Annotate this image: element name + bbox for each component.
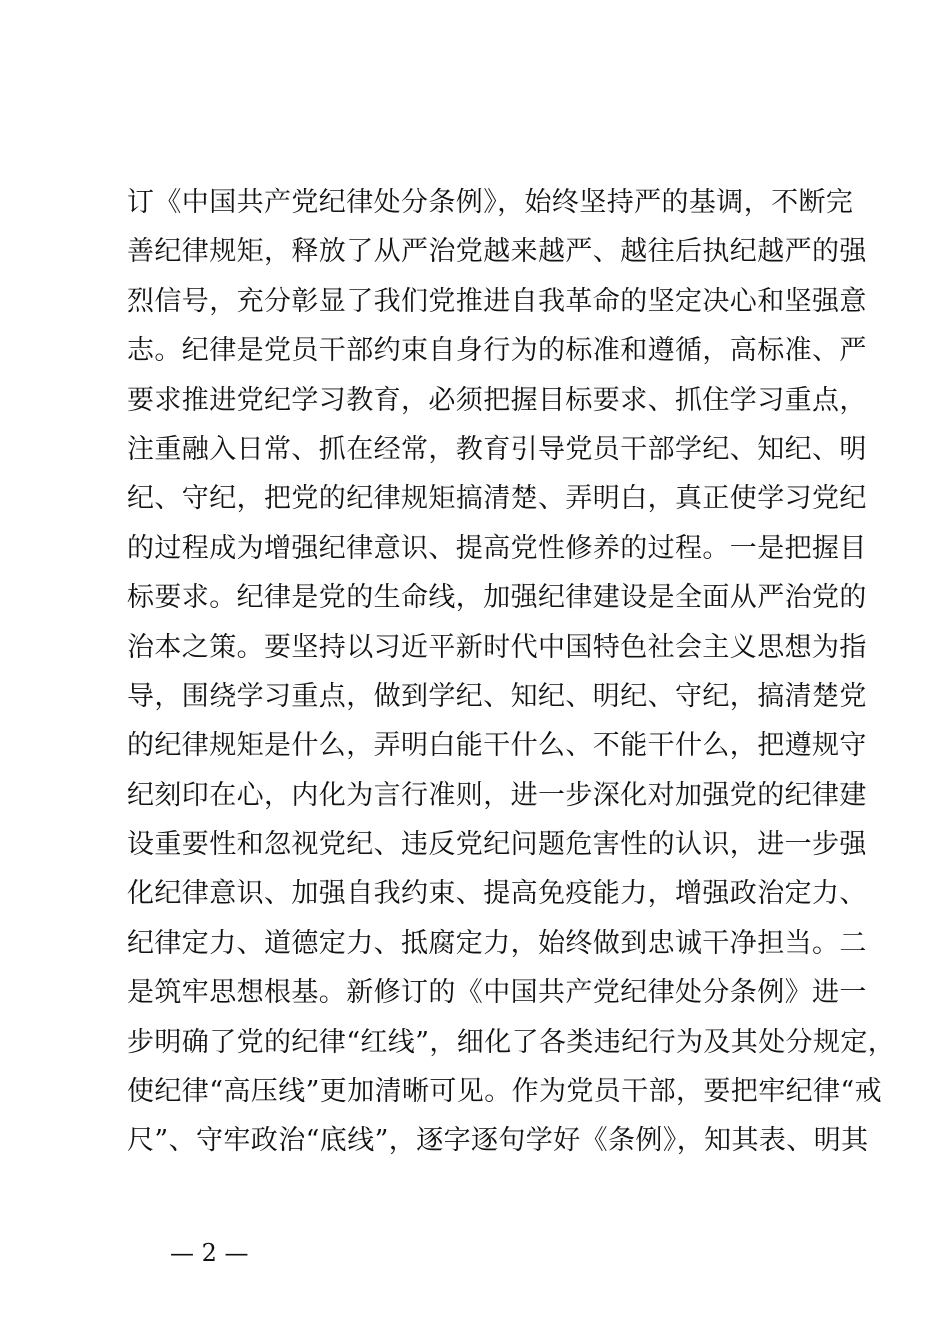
text-line: 注重融入日常、抓在经常，教育引导党员干部学纪、知纪、明 — [127, 433, 867, 465]
page-number: — 2 — — [170, 1239, 249, 1267]
text-line: 是筑牢思想根基。新修订的《中国共产党纪律处分条例》进一 — [127, 977, 867, 1009]
text-line: 步明确了党的纪律“红线”，细化了各类违纪行为及其处分规定， — [127, 1026, 896, 1058]
text-line: 使纪律“高压线”更加清晰可见。作为党员干部，要把牢纪律“戒 — [127, 1076, 883, 1108]
text-line: 志。纪律是党员干部约束自身行为的标准和遵循，高标准、严 — [127, 335, 867, 367]
text-line: 导，围绕学习重点，做到学纪、知纪、明纪、守纪，搞清楚党 — [127, 680, 867, 712]
text-line: 纪、守纪，把党的纪律规矩搞清楚、弄明白，真正使学习党纪 — [127, 483, 867, 515]
text-line: 尺”、守牢政治“底线”，逐字逐句学好《条例》，知其表、明其 — [127, 1125, 869, 1157]
text-line: 标要求。纪律是党的生命线，加强纪律建设是全面从严治党的 — [127, 582, 867, 614]
text-line: 要求推进党纪学习教育，必须把握目标要求、抓住学习重点， — [127, 384, 867, 416]
text-line: 的纪律规矩是什么，弄明白能干什么、不能干什么，把遵规守 — [127, 730, 867, 762]
text-line: 治本之策。要坚持以习近平新时代中国特色社会主义思想为指 — [127, 631, 867, 663]
text-line: 纪律定力、道德定力、抵腐定力，始终做到忠诚干净担当。二 — [127, 927, 867, 959]
text-line: 烈信号，充分彰显了我们党推进自我革命的坚定决心和坚强意 — [127, 285, 867, 317]
text-line: 善纪律规矩，释放了从严治党越来越严、越往后执纪越严的强 — [127, 236, 867, 268]
text-line: 的过程成为增强纪律意识、提高党性修养的过程。一是把握目 — [127, 532, 867, 564]
text-line: 纪刻印在心，内化为言行准则，进一步深化对加强党的纪律建 — [127, 779, 867, 811]
text-line: 化纪律意识、加强自我约束、提高免疫能力，增强政治定力、 — [127, 878, 867, 910]
text-line: 订《中国共产党纪律处分条例》，始终坚持严的基调，不断完 — [127, 187, 854, 218]
text-line: 设重要性和忽视党纪、违反党纪问题危害性的认识，进一步强 — [127, 829, 867, 861]
body-paragraph — [127, 178, 896, 1166]
